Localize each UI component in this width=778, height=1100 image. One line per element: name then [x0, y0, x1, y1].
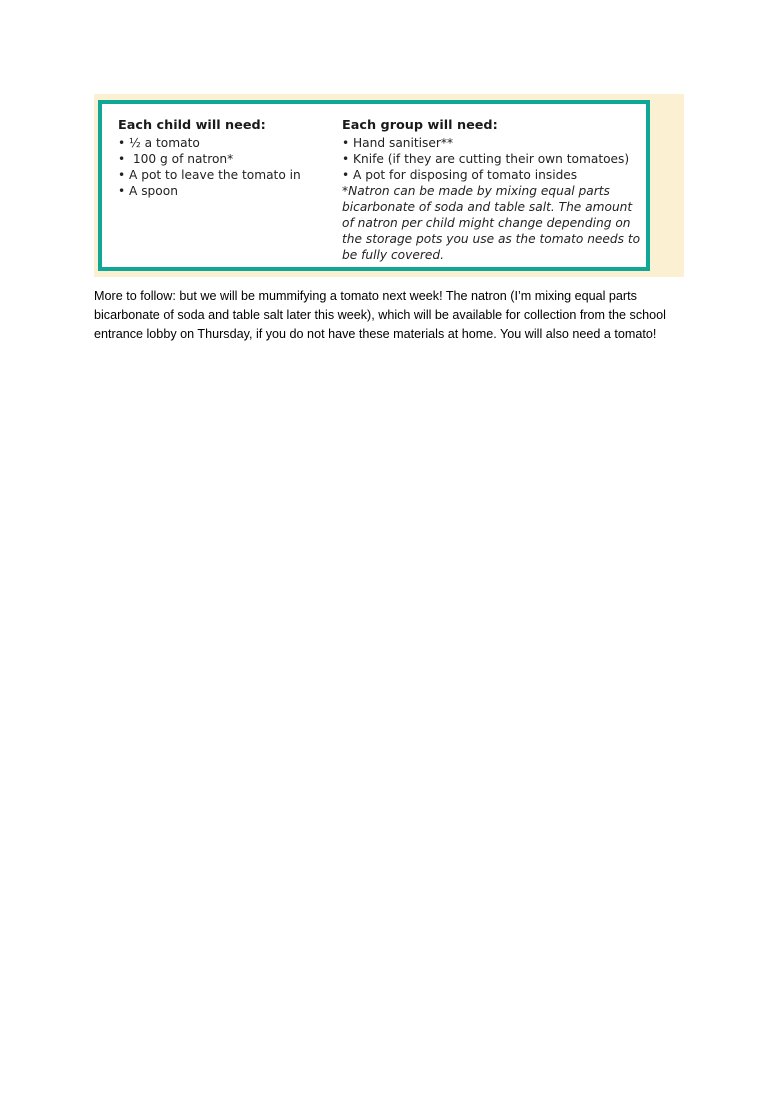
list-item: • A pot for disposing of tomato insides [342, 168, 578, 182]
list-item: • A spoon [118, 184, 178, 198]
bullet-icon: • [118, 184, 126, 198]
natron-note: *Natron can be made by mixing equal parts bicarbonate of soda and table salt. The amount of natron per child might change depending on the storage pots you use as the tomato needs to be fully covered. [342, 184, 641, 262]
child-materials-list [118, 135, 338, 199]
bullet-icon: • [342, 152, 350, 166]
materials-box [98, 100, 650, 271]
list-item: • Hand sanitiser** [342, 136, 454, 150]
group-materials-list [342, 135, 642, 183]
child-materials-column [118, 118, 338, 199]
group-materials-heading: Each group will need: [342, 118, 498, 133]
bullet-icon: • [118, 136, 126, 150]
message-paragraph: More to follow: but we will be mummifying a tomato next week! The natron (I’m mixing equal parts bicarbonate of soda and table salt later this week), which will be available for collection from the school entrance lobby on Thursday, if you do not have these materials at home. You will also need a tomato! [94, 289, 666, 341]
list-item: • Knife (if they are cutting their own tomatoes) [342, 152, 630, 166]
bullet-icon: • [118, 152, 126, 166]
list-item: • 100 g of natron* [118, 152, 234, 166]
bullet-icon: • [342, 168, 350, 182]
bullet-icon: • [118, 168, 126, 182]
list-item: • ½ a tomato [118, 136, 200, 150]
bullet-icon: • [342, 136, 350, 150]
group-materials-column [342, 118, 642, 263]
child-materials-heading: Each child will need: [118, 118, 266, 133]
list-item: • A pot to leave the tomato in [118, 168, 301, 182]
